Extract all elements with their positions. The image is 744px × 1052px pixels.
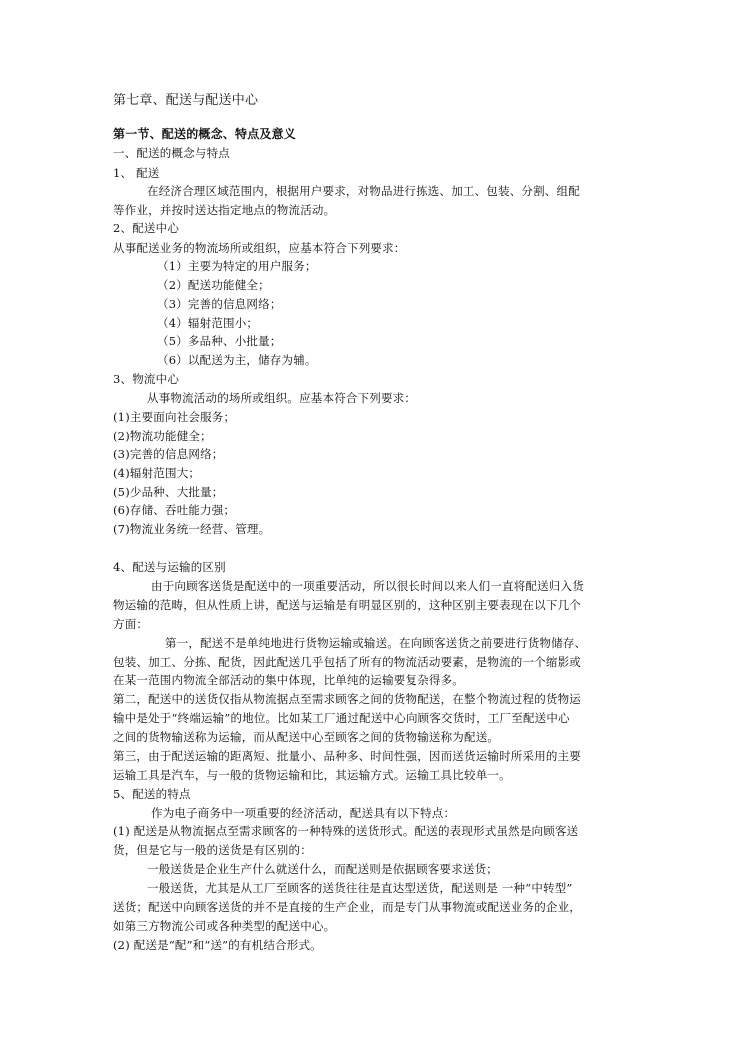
list-item: （6）以配送为主，储存为辅。	[157, 353, 317, 367]
paragraph-line: 货，但是它与一般的送货是有区别的：	[113, 843, 312, 857]
paragraph-line: 第三，由于配送运输的距离短、批量小、品种多、时间性强，因而送货运输时所采用的主要	[113, 749, 581, 763]
paragraph-line: 在经济合理区域范围内，根据用户要求，对物品进行拣选、加工、包装、分割、组配	[147, 184, 580, 198]
list-item: （1）主要为特定的用户服务；	[157, 259, 317, 273]
list-item: (5)少品种、大批量；	[113, 485, 224, 499]
paragraph-line: 从事配送业务的物流场所或组织，应基本符合下列要求：	[113, 241, 406, 255]
paragraph-line: 4、配送与运输的区别	[113, 560, 226, 574]
list-item: （5）多品种、小批量；	[157, 334, 282, 348]
paragraph-line: (2) 配送是“配”和“送”的有机结合形式。	[113, 938, 322, 952]
list-item: (1)主要面向社会服务；	[113, 410, 236, 424]
chapter-title: 第七章、配送与配送中心	[113, 93, 259, 108]
paragraph-line: 作为电子商务中一项重要的经济活动，配送具有以下特点：	[151, 806, 456, 820]
paragraph-line: 输中是处于“终端运输”的地位。比如某工厂通过配送中心向顾客交货时，工厂至配送中心	[113, 711, 570, 725]
paragraph-line: 之间的货物输送称为运输，而从配送中心至顾客之间的货物输送称为配送。	[113, 730, 500, 744]
paragraph-line: 运输工具是汽车，与一般的货物运输和比，其运输方式。运输工具比较单一。	[113, 768, 511, 782]
list-item: (7)物流业务统一经营、管理。	[113, 522, 271, 536]
list-item: (3)完善的信息网络；	[113, 447, 224, 461]
paragraph-line: 一般送货是企业生产什么就送什么，而配送则是依据顾客要求送货；	[147, 862, 498, 876]
section-title: 第一节、配送的概念、特点及意义	[113, 127, 297, 141]
paragraph-line: 包装、加工、分拣、配货，因此配送几乎包括了所有的物流活动要素，是物流的一个缩影或	[113, 655, 581, 669]
paragraph-line: 2、配送中心	[113, 221, 180, 235]
list-item: （4）辐射范围小；	[157, 316, 259, 330]
paragraph-line: 如第三方物流公司或各种类型的配送中心。	[113, 919, 336, 933]
list-item: (2)物流功能健全；	[113, 429, 212, 443]
paragraph-line: 5、配送的特点	[113, 787, 191, 801]
paragraph-line: 1、 配送	[113, 166, 160, 180]
paragraph-line: 方面：	[113, 617, 149, 631]
list-item: (4)辐射范围大；	[113, 466, 201, 480]
list-item: (6)存储、吞吐能力强；	[113, 503, 236, 517]
paragraph-line: 3、物流中心	[113, 372, 180, 386]
paragraph-line: 第一，配送不是单纯地进行货物运输或输送。在向顾客送货之前要进行货物储存、	[165, 636, 587, 650]
paragraph-line: 送货；配送中向顾客送货的并不是直接的生产企业，而是专门从事物流或配送业务的企业，	[113, 900, 581, 914]
paragraph-line: 从事物流活动的场所或组织。应基本符合下列要求：	[147, 391, 417, 405]
list-item: （2）配送功能健全；	[157, 278, 270, 292]
paragraph-line: 在某一范围内物流全部活动的集中体现，比单纯的运输要复杂得多。	[113, 673, 464, 687]
paragraph-line: (1) 配送是从物流据点至需求顾客的一种特殊的送货形式。配送的表现形式虽然是向顾客送	[113, 824, 579, 838]
paragraph-line: 一般送货，尤其是从工厂至顾客的送货往往是直达型送货，配送则是 一种“中转型”	[147, 881, 573, 895]
paragraph-line: 等作业，并按时送达指定地点的物流活动。	[113, 203, 336, 217]
paragraph-line: 第二，配送中的送货仅指从物流据点至需求顾客之间的货物配送，在整个物流过程的货物运	[113, 692, 581, 706]
paragraph-line: 一、配送的概念与特点	[113, 146, 230, 160]
paragraph-line: 物运输的范畴，但从性质上讲，配送与运输是有明显区别的，这种区别主要表现在以下几个	[113, 598, 581, 612]
list-item: （3）完善的信息网络；	[157, 297, 282, 311]
paragraph-line: 由于向顾客送货是配送中的一项重要活动，所以很长时间以来人们一直将配送归入货	[151, 579, 584, 593]
